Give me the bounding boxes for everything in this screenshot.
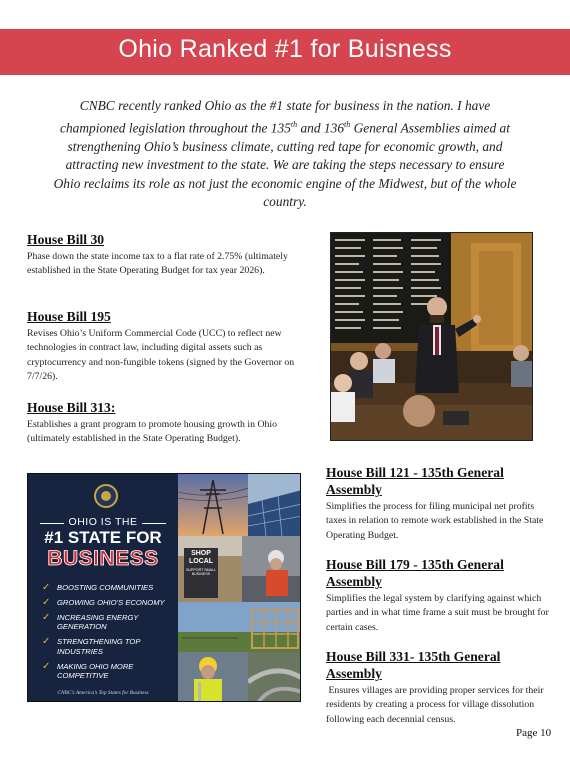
list-item (42, 613, 176, 632)
bill-hb313 (27, 399, 311, 447)
intro-superscript-1: th (290, 119, 298, 129)
ohio-business-poster (27, 473, 301, 702)
bill-hb331 (326, 648, 548, 727)
power-lines-graphic (178, 474, 248, 536)
road-interchange-graphic (248, 652, 301, 702)
power-lines-image (178, 474, 248, 536)
bill-description: Establishes a grant program to promote housing growth in Ohio (ultimately established in the State Operating Budget). (27, 419, 278, 445)
bill-hb121 (326, 464, 548, 543)
bill-title: House Bill 195 (27, 309, 111, 324)
poster-text-panel (28, 474, 178, 702)
checkmark-icon: ✓ (42, 636, 51, 648)
intro-text-1: CNBC recently ranked Ohio as the #1 state for business in the nation. I have championed legislation throughout the 135 (60, 98, 491, 136)
bill-title: House Bill 331- 135th General Assembly (326, 649, 501, 681)
bill-hb195 (27, 308, 311, 385)
worker-image (242, 536, 301, 602)
title-banner (0, 29, 570, 75)
bill-title: House Bill 313: (27, 400, 116, 415)
poster-heading-line3: BUSINESS (47, 547, 159, 570)
intro-paragraph (52, 97, 518, 212)
bill-title: House Bill 121 - 135th General Assembly (326, 465, 504, 497)
bill-title: House Bill 179 - 135th General Assembly (326, 557, 504, 589)
construction-graphic (178, 602, 301, 652)
bill-hb30 (27, 231, 311, 279)
hard-hat-worker-graphic (178, 652, 248, 702)
bill-description: Simplifies the legal system by clarifying against which parties and in what time frame a suit must be brought for certain cases. (326, 593, 549, 633)
list-item-label: INCREASING ENERGY GENERATION (57, 613, 139, 632)
sign-text: SHOP (191, 550, 211, 557)
solar-panels-image (248, 474, 301, 536)
solar-panels-graphic (248, 474, 301, 536)
sign-text: LOCAL (188, 558, 214, 565)
worker-graphic (242, 536, 301, 602)
sign-text: SUPPORT SMALL BUSINESS (185, 568, 217, 577)
bill-description: Revises Ohio’s Uniform Commercial Code (UCC) to reflect new technologies in contract law, including digital assets such as cryptocurrency and non-fungible tokens (signed by the Governor on 7/7/26). (27, 328, 295, 383)
bill-description: Phase down the state income tax to a flat rate of 2.75% (ultimately established in the State Operating Budget for tax year 2026). (27, 251, 288, 277)
list-item (42, 598, 176, 607)
bill-description: Simplifies the process for filing municipal net profits taxes in relation to remote work established in the State Operating Budget. (326, 501, 544, 541)
shop-local-sign (184, 550, 218, 577)
bill-title: House Bill 30 (27, 232, 105, 247)
poster-credit: CNBC’s America’s Top States for Business (57, 690, 149, 696)
list-item-label: STRENGTHENING TOP INDUSTRIES (57, 637, 141, 656)
poster-heading-line1: OHIO IS THE (68, 516, 138, 528)
house-chamber-photo (330, 232, 533, 441)
list-item (42, 637, 176, 656)
poster-heading-line2: #1 STATE FOR (44, 528, 162, 547)
list-item (42, 662, 176, 681)
checkmark-icon: ✓ (42, 597, 51, 608)
house-chamber-photo-graphic (331, 233, 533, 441)
list-item-label: GROWING OHIO’S ECONOMY (57, 598, 165, 607)
checkmark-icon: ✓ (42, 612, 51, 623)
page-title: Ohio Ranked #1 for Buisness (118, 35, 452, 63)
construction-image (178, 602, 301, 652)
shop-local-sign-image (178, 536, 242, 602)
ohio-seal-icon (94, 484, 118, 508)
bill-hb179 (326, 556, 552, 635)
checkmark-icon: ✓ (42, 660, 51, 672)
poster-checklist (42, 583, 176, 686)
list-item-label: BOOSTING COMMUNITIES (57, 583, 154, 592)
intro-superscript-2: th (344, 119, 351, 129)
hard-hat-worker-image (178, 652, 248, 702)
road-interchange-image (248, 652, 301, 702)
list-item-label: MAKING OHIO MORE COMPETITIVE (57, 661, 134, 681)
page-number: Page 10 (516, 727, 552, 739)
checkmark-icon: ✓ (42, 582, 51, 593)
intro-text-2: and 136 (297, 120, 345, 136)
list-item (42, 583, 176, 592)
intro-text-3: General Assemblies aimed at strengthening Ohio’s business climate, cutting red tape for economic growth, and attracting new investment to the state. We are taking the steps necessary to ensure Ohio reclaims its role as not just the economic engine of the Midwest, but of the whole country. (53, 120, 517, 210)
bill-description: Ensures villages are providing proper services for their residents by creating a process for village dissolution following each decennial census. (326, 685, 547, 725)
